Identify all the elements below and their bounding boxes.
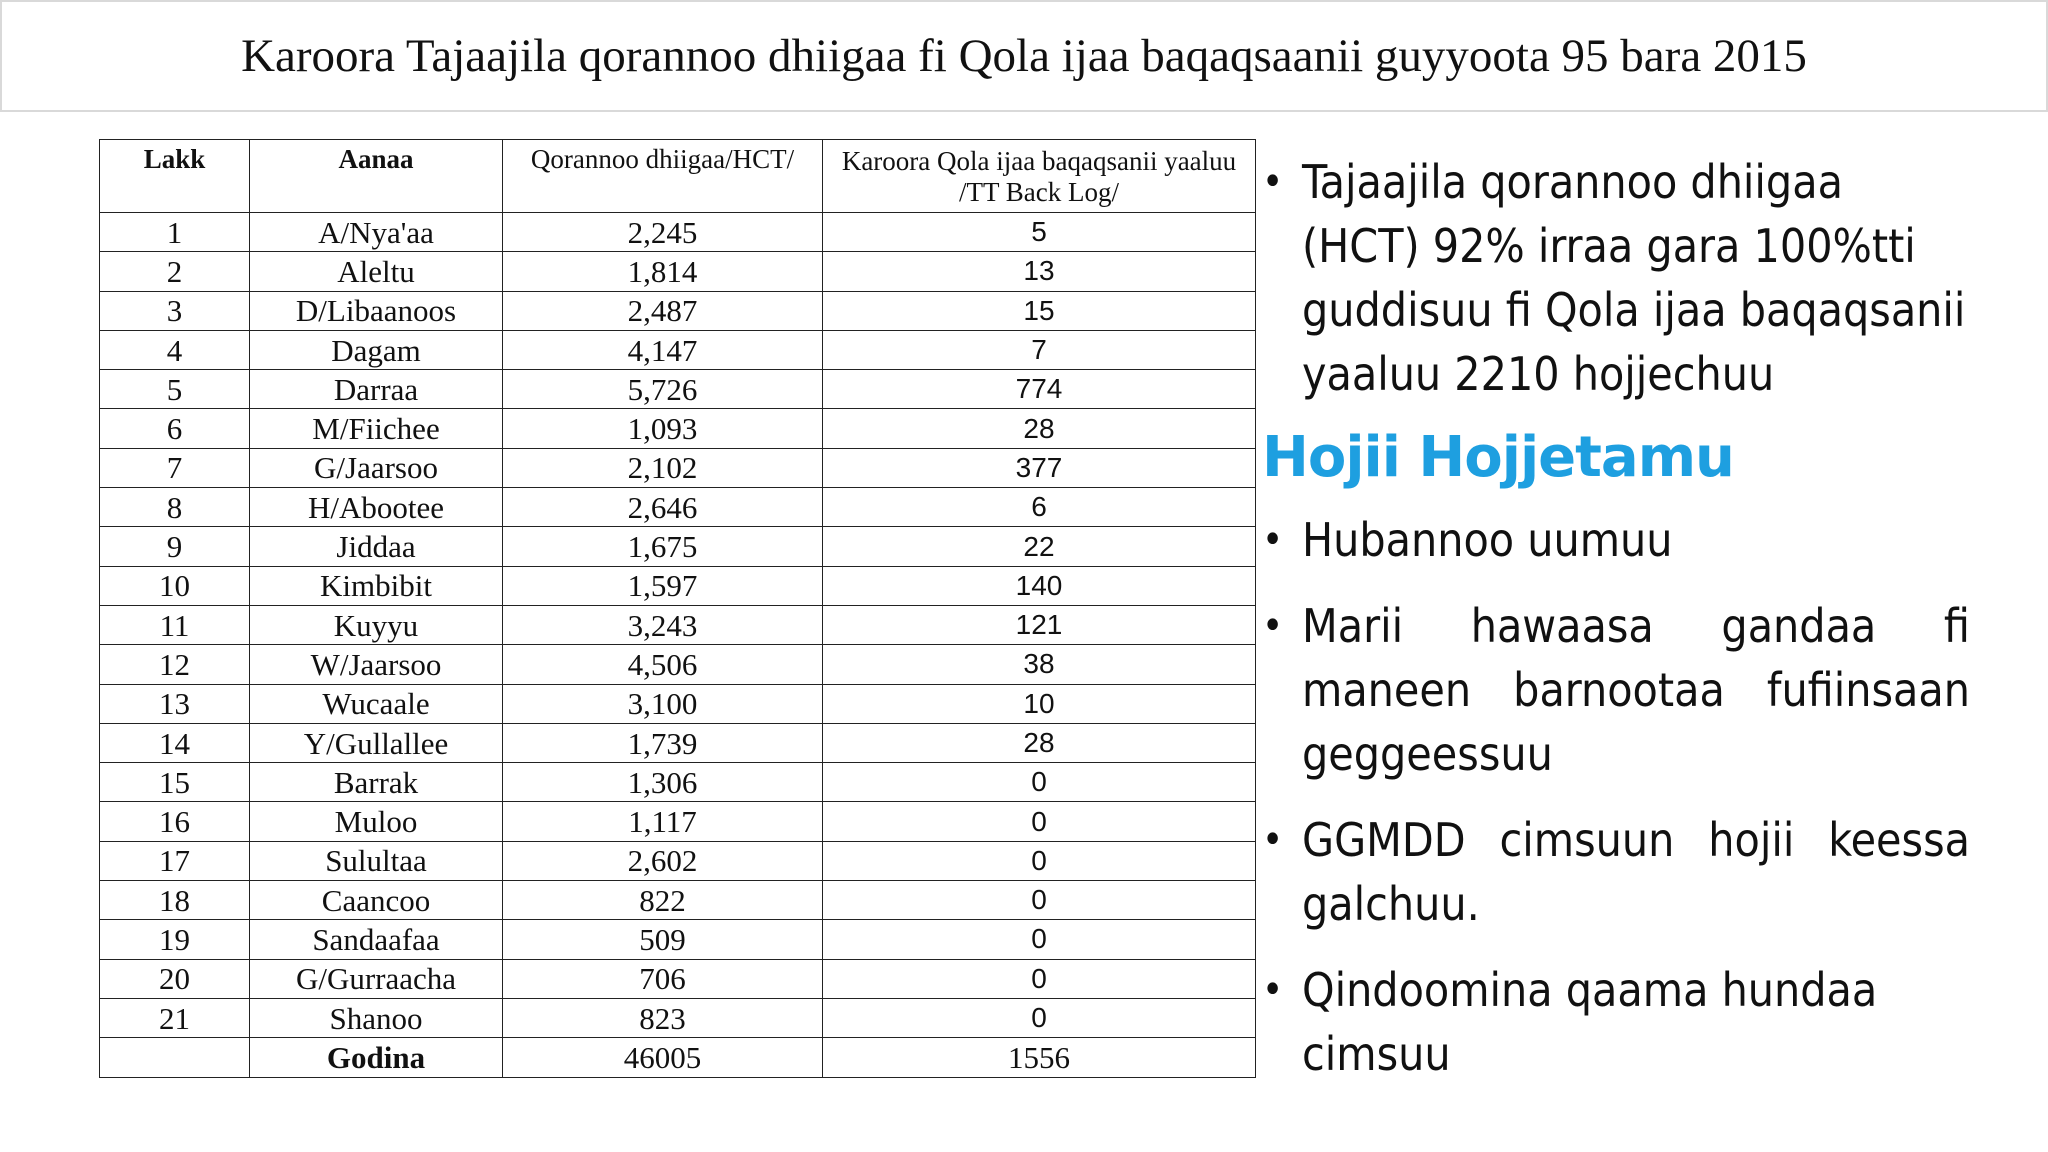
cell-hct: 1,597 (503, 566, 823, 605)
table-row (100, 409, 1256, 448)
cell-hct: 1,675 (503, 527, 823, 566)
cell-backlog: 6 (823, 488, 1256, 527)
cell-hct: 1,117 (503, 802, 823, 841)
intro-text: Tajaajila qorannoo dhiigaa (HCT) 92% irraa gara 100%tti guddisuu fi Qola ijaa baqaqsanii yaaluu 2210 hojjechuu (1302, 155, 1966, 401)
total-row (100, 1038, 1256, 1077)
bullet-icon: • (1262, 817, 1284, 863)
cell-backlog: 377 (823, 448, 1256, 487)
cell-backlog: 10 (823, 684, 1256, 723)
table-header-row (100, 140, 1256, 213)
table-row (100, 488, 1256, 527)
cell-aanaa: G/Gurraacha (250, 959, 503, 998)
total-cell-backlog: 1556 (823, 1038, 1256, 1077)
cell-lakk: 20 (100, 959, 250, 998)
task-text: Qindoomina qaama hundaa cimsuu (1302, 963, 1878, 1081)
cell-hct: 5,726 (503, 370, 823, 409)
cell-aanaa: Darraa (250, 370, 503, 409)
cell-hct: 1,093 (503, 409, 823, 448)
cell-backlog: 22 (823, 527, 1256, 566)
cell-aanaa: W/Jaarsoo (250, 645, 503, 684)
cell-lakk: 18 (100, 881, 250, 920)
table-body (100, 213, 1256, 1078)
header-hct: Qorannoo dhiigaa/HCT/ (503, 140, 823, 213)
cell-lakk: 19 (100, 920, 250, 959)
cell-lakk: 17 (100, 841, 250, 880)
cell-backlog: 0 (823, 920, 1256, 959)
cell-aanaa: Dagam (250, 330, 503, 369)
bullet-icon: • (1262, 603, 1284, 649)
cell-aanaa: D/Libaanoos (250, 291, 503, 330)
cell-aanaa: Wucaale (250, 684, 503, 723)
cell-backlog: 5 (823, 213, 1256, 252)
cell-hct: 1,739 (503, 723, 823, 762)
cell-lakk: 14 (100, 723, 250, 762)
header-aanaa: Aanaa (250, 140, 503, 213)
total-cell-lakk (100, 1038, 250, 1077)
table-row (100, 881, 1256, 920)
cell-aanaa: Kuyyu (250, 605, 503, 644)
cell-hct: 2,602 (503, 841, 823, 880)
cell-backlog: 28 (823, 723, 1256, 762)
cell-hct: 3,100 (503, 684, 823, 723)
title-bar (0, 0, 2048, 112)
cell-hct: 2,487 (503, 291, 823, 330)
total-cell-aanaa: Godina (250, 1038, 503, 1077)
cell-hct: 509 (503, 920, 823, 959)
bullet-icon: • (1262, 967, 1284, 1013)
task-text: GGMDD cimsuun hojii keessa galchuu. (1302, 813, 1970, 931)
cell-backlog: 13 (823, 252, 1256, 291)
cell-lakk: 21 (100, 998, 250, 1037)
cell-hct: 706 (503, 959, 823, 998)
table-row (100, 566, 1256, 605)
cell-backlog: 0 (823, 841, 1256, 880)
cell-aanaa: Sandaafaa (250, 920, 503, 959)
intro-bullet (1262, 150, 1970, 406)
cell-backlog: 0 (823, 959, 1256, 998)
task-item (1262, 508, 1970, 572)
cell-backlog: 28 (823, 409, 1256, 448)
cell-backlog: 0 (823, 802, 1256, 841)
cell-hct: 822 (503, 881, 823, 920)
cell-aanaa: M/Fiichee (250, 409, 503, 448)
table-row (100, 370, 1256, 409)
cell-lakk: 3 (100, 291, 250, 330)
cell-lakk: 9 (100, 527, 250, 566)
cell-aanaa: Kimbibit (250, 566, 503, 605)
cell-aanaa: Y/Gullallee (250, 723, 503, 762)
cell-hct: 823 (503, 998, 823, 1037)
table-row (100, 527, 1256, 566)
table-row (100, 645, 1256, 684)
table-row (100, 841, 1256, 880)
cell-hct: 2,245 (503, 213, 823, 252)
cell-backlog: 774 (823, 370, 1256, 409)
table-row (100, 723, 1256, 762)
cell-hct: 4,147 (503, 330, 823, 369)
bullet-icon: • (1262, 159, 1284, 205)
table-row (100, 998, 1256, 1037)
table-row (100, 291, 1256, 330)
cell-backlog: 38 (823, 645, 1256, 684)
cell-backlog: 0 (823, 881, 1256, 920)
cell-lakk: 5 (100, 370, 250, 409)
cell-lakk: 7 (100, 448, 250, 487)
table-row (100, 330, 1256, 369)
cell-aanaa: Aleltu (250, 252, 503, 291)
total-cell-hct: 46005 (503, 1038, 823, 1077)
cell-lakk: 11 (100, 605, 250, 644)
task-item (1262, 808, 1970, 936)
cell-backlog: 7 (823, 330, 1256, 369)
table-row (100, 213, 1256, 252)
task-text: Marii hawaasa gandaa fi maneen barnootaa fufiinsaan geggeessuu (1302, 599, 1970, 781)
slide-title: Karoora Tajaajila qorannoo dhiigaa fi Qola ijaa baqaqsaanii guyyoota 95 bara 2015 (241, 30, 1807, 82)
cell-lakk: 16 (100, 802, 250, 841)
cell-aanaa: Sulultaa (250, 841, 503, 880)
table-row (100, 252, 1256, 291)
cell-lakk: 2 (100, 252, 250, 291)
cell-aanaa: Shanoo (250, 998, 503, 1037)
table-row (100, 920, 1256, 959)
cell-backlog: 121 (823, 605, 1256, 644)
cell-aanaa: Caancoo (250, 881, 503, 920)
bullet-icon: • (1262, 517, 1284, 563)
table-row (100, 959, 1256, 998)
cell-lakk: 4 (100, 330, 250, 369)
table-row (100, 448, 1256, 487)
cell-lakk: 6 (100, 409, 250, 448)
cell-backlog: 140 (823, 566, 1256, 605)
header-lakk: Lakk (100, 140, 250, 213)
cell-hct: 2,646 (503, 488, 823, 527)
cell-aanaa: Muloo (250, 802, 503, 841)
cell-lakk: 12 (100, 645, 250, 684)
table-row (100, 802, 1256, 841)
cell-lakk: 8 (100, 488, 250, 527)
table-row (100, 763, 1256, 802)
cell-aanaa: G/Jaarsoo (250, 448, 503, 487)
task-text: Hubannoo uumuu (1302, 513, 1673, 567)
cell-backlog: 0 (823, 763, 1256, 802)
side-panel (1262, 150, 1970, 1086)
cell-aanaa: Barrak (250, 763, 503, 802)
cell-lakk: 10 (100, 566, 250, 605)
cell-hct: 1,814 (503, 252, 823, 291)
task-item (1262, 958, 1970, 1086)
cell-hct: 2,102 (503, 448, 823, 487)
cell-aanaa: A/Nya'aa (250, 213, 503, 252)
table-row (100, 684, 1256, 723)
task-item (1262, 594, 1970, 786)
cell-aanaa: H/Abootee (250, 488, 503, 527)
header-backlog: Karoora Qola ijaa baqaqsanii yaaluu /TT Back Log/ (823, 140, 1256, 213)
cell-hct: 1,306 (503, 763, 823, 802)
section-heading: Hojii Hojjetamu (1262, 425, 1734, 490)
cell-lakk: 1 (100, 213, 250, 252)
cell-backlog: 15 (823, 291, 1256, 330)
table-row (100, 605, 1256, 644)
data-table (99, 139, 1256, 1078)
cell-hct: 4,506 (503, 645, 823, 684)
cell-backlog: 0 (823, 998, 1256, 1037)
cell-aanaa: Jiddaa (250, 527, 503, 566)
cell-hct: 3,243 (503, 605, 823, 644)
cell-lakk: 13 (100, 684, 250, 723)
cell-lakk: 15 (100, 763, 250, 802)
